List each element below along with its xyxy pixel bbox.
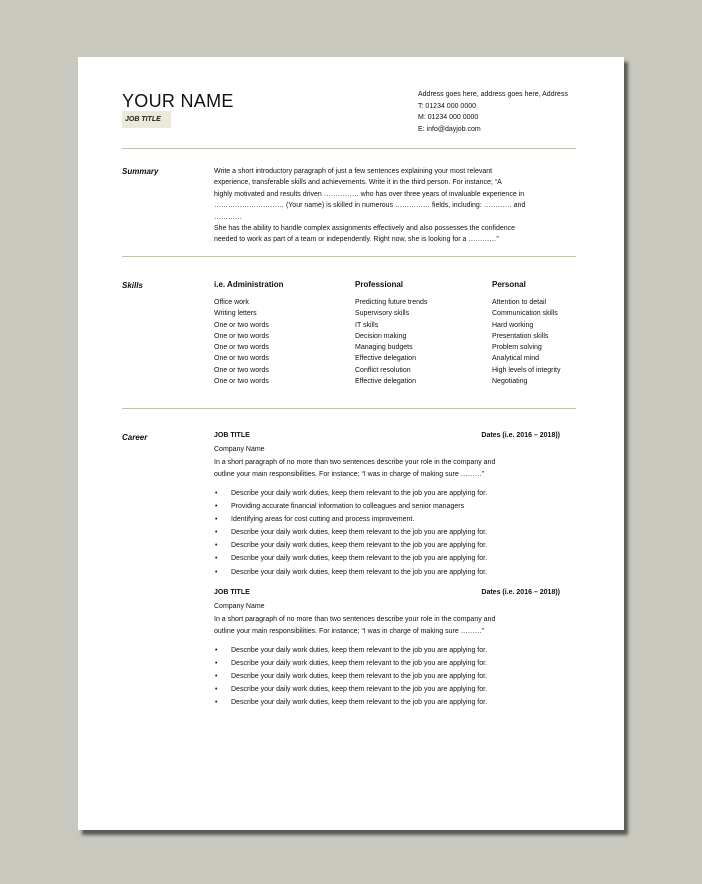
duty-item: • Describe your daily work duties, keep them relevant to the job you are applying for.: [214, 552, 554, 565]
summary-text: [214, 166, 554, 246]
skill-item: Effective delegation: [355, 378, 416, 386]
job-title-badge: JOB TITLE: [122, 111, 171, 128]
career-company: Company Name: [214, 446, 265, 453]
divider-rule: [122, 256, 576, 257]
duty-item: • Identifying areas for cost cutting and process improvement.: [214, 513, 554, 526]
resume-page: [78, 57, 624, 830]
mobile: M: 01234 000 0000: [418, 114, 479, 121]
duty-item: • Describe your daily work duties, keep them relevant to the job you are applying for.: [214, 670, 554, 683]
career-description-line: outline your main responsibilities. For instance; “I was in charge of making sure ………”: [214, 471, 484, 478]
bullet-icon: •: [215, 686, 218, 694]
skill-item: Managing budgets: [355, 344, 413, 352]
skill-item: Attention to detail: [492, 299, 547, 306]
skill-item: High levels of integrity: [492, 366, 561, 374]
duty-item: • Describe your daily work duties, keep them relevant to the job you are applying for.: [214, 539, 554, 552]
summary-label: Summary: [122, 167, 159, 176]
career-description: [214, 614, 554, 638]
duty-item: • Describe your daily work duties, keep them relevant to the job you are applying for.: [214, 683, 554, 696]
skill-item: One or two words: [214, 378, 269, 386]
skill-item: One or two words: [214, 321, 269, 329]
skill-item: One or two words: [214, 332, 269, 340]
skill-item: Communication skills: [492, 310, 558, 318]
duty-item: • Describe your daily work duties, keep them relevant to the job you are applying for.: [214, 657, 554, 670]
summary-line: experience, transferable skills and achievements. Write it in the third person. For instance; “A: [214, 179, 502, 187]
skills-column-heading: Professional: [355, 280, 404, 289]
duties-list: [214, 644, 554, 709]
summary-line: highly motivated and results driven …………… who has over three years of invaluable experience in: [214, 190, 525, 198]
skill-item: Hard working: [492, 321, 534, 329]
duty-item: • Describe your daily work duties, keep them relevant to the job you are applying for.: [214, 487, 554, 500]
career-description-line: In a short paragraph of no more than two sentences describe your role in the company and: [214, 616, 496, 623]
career-job-title: JOB TITLE: [214, 432, 250, 439]
divider-rule: [122, 408, 576, 409]
summary-line: needed to work as part of a team or independently. Right now, she is looking for a …………”: [214, 236, 499, 244]
career-description-line: outline your main responsibilities. For instance; “I was in charge of making sure ………”: [214, 628, 484, 635]
summary-line: ………………………… (Your name) is skilled in numerous …………… fields, including: ………… and …………: [214, 202, 526, 221]
skill-item: Writing letters: [214, 310, 257, 318]
skill-item: Office work: [214, 299, 249, 306]
duty-item: • Describe your daily work duties, keep them relevant to the job you are applying for.: [214, 644, 554, 657]
skill-item: Supervisory skills: [355, 310, 410, 318]
duty-item: • Describe your daily work duties, keep them relevant to the job you are applying for.: [214, 696, 554, 709]
summary-line: She has the ability to handle complex assignments effectively and also possesses the confidence: [214, 225, 516, 233]
career-dates: Dates (i.e. 2016 – 2018)): [481, 432, 560, 439]
telephone: T: 01234 000 0000: [418, 102, 476, 110]
duty-item: • Describe your daily work duties, keep them relevant to the job you are applying for.: [214, 566, 554, 579]
bullet-icon: •: [215, 660, 218, 668]
skill-item: One or two words: [214, 344, 269, 352]
bullet-icon: •: [215, 503, 218, 511]
career-company: Company Name: [214, 603, 265, 610]
email: E: info@dayjob.com: [418, 125, 481, 133]
skill-item: IT skills: [355, 321, 379, 329]
skills-column-administration: [214, 280, 284, 387]
skill-item: Problem solving: [492, 344, 542, 352]
skill-item: Predicting future trends: [355, 299, 428, 306]
summary-line: Write a short introductory paragraph of just a few sentences explaining your most relevant: [214, 168, 493, 175]
bullet-icon: •: [215, 673, 218, 681]
bullet-icon: •: [215, 529, 218, 537]
bullet-icon: •: [215, 647, 218, 654]
skill-item: Decision making: [355, 332, 407, 340]
skill-item: Effective delegation: [355, 355, 416, 363]
career-job-title: JOB TITLE: [214, 589, 250, 596]
address: Address goes here, address goes here, Address: [418, 91, 568, 98]
bullet-icon: •: [215, 555, 218, 563]
skills-column-heading: i.e. Administration: [214, 280, 284, 289]
skill-item: Conflict resolution: [355, 366, 411, 374]
career-label: Career: [122, 433, 148, 442]
skills-column-professional: [355, 280, 427, 387]
candidate-name: YOUR NAME: [122, 91, 234, 111]
skill-item: Presentation skills: [492, 332, 549, 340]
career-description-line: In a short paragraph of no more than two sentences describe your role in the company and: [214, 459, 496, 466]
skill-item: One or two words: [214, 366, 269, 374]
skill-item: Negotiating: [492, 378, 528, 386]
duty-item: • Providing accurate financial information to colleagues and senior managers: [214, 500, 554, 513]
bullet-icon: •: [215, 542, 218, 550]
bullet-icon: •: [215, 568, 218, 576]
skill-item: One or two words: [214, 355, 269, 363]
duties-list: [214, 487, 554, 579]
bullet-icon: •: [215, 490, 218, 497]
skills-label: Skills: [122, 281, 143, 290]
career-entry: [214, 432, 560, 579]
bullet-icon: •: [215, 516, 218, 524]
divider-rule: [122, 148, 576, 149]
bullet-icon: •: [215, 699, 218, 707]
contact-block: [418, 89, 568, 135]
skills-column-personal: [492, 280, 560, 387]
duty-item: • Describe your daily work duties, keep them relevant to the job you are applying for.: [214, 526, 554, 539]
career-entry: [214, 589, 560, 709]
career-dates: Dates (i.e. 2016 – 2018)): [481, 589, 560, 596]
career-description: [214, 457, 554, 481]
skills-column-heading: Personal: [492, 280, 526, 289]
skill-item: Analytical mind: [492, 355, 540, 363]
